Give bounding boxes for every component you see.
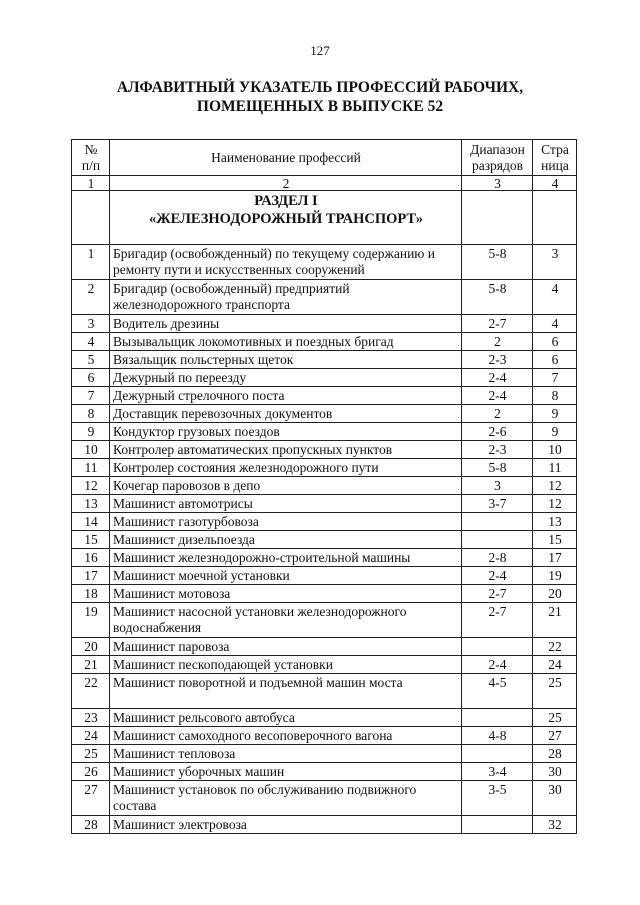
section-page-cell — [533, 191, 577, 245]
row-range: 2-4 — [462, 656, 533, 674]
row-range: 2-3 — [462, 441, 533, 459]
row-name: Бригадир (освобожденный) предприятий железнодорожного транспорта — [110, 280, 462, 315]
header-num — [72, 140, 110, 176]
row-num: 6 — [72, 369, 110, 387]
section-title-line-2: «ЖЕЛЕЗНОДОРОЖНЫЙ ТРАНСПОРТ» — [149, 211, 423, 227]
table-row — [72, 245, 577, 280]
table-row — [72, 763, 577, 781]
header-range-line-2: разрядов — [471, 158, 524, 173]
row-page: 6 — [533, 351, 577, 369]
table-row — [72, 549, 577, 567]
row-num: 8 — [72, 405, 110, 423]
column-index: 3 — [462, 176, 533, 191]
table-row — [72, 709, 577, 727]
row-name: Машинист самоходного весоповерочного вагона — [110, 727, 462, 745]
row-range: 4-8 — [462, 727, 533, 745]
row-name: Машинист насосной установки железнодорожного водоснабжения — [110, 603, 462, 638]
document-title-line-2: ПОМЕЩЕННЫХ В ВЫПУСКЕ 52 — [196, 98, 444, 115]
row-name: Машинист поворотной и подъемной машин моста — [110, 674, 462, 709]
table-row — [72, 405, 577, 423]
header-page-line-2: ница — [541, 158, 569, 173]
row-name: Машинист автомотрисы — [110, 495, 462, 513]
row-num: 2 — [72, 280, 110, 315]
table-row — [72, 638, 577, 656]
row-range: 5-8 — [462, 245, 533, 280]
row-range: 5-8 — [462, 280, 533, 315]
column-index-row — [72, 176, 577, 191]
row-name: Машинист мотовоза — [110, 585, 462, 603]
row-page: 4 — [533, 315, 577, 333]
row-num: 18 — [72, 585, 110, 603]
header-page — [533, 140, 577, 176]
row-num: 27 — [72, 781, 110, 816]
row-range: 2-7 — [462, 585, 533, 603]
row-page: 22 — [533, 638, 577, 656]
row-name: Машинист рельсового автобуса — [110, 709, 462, 727]
row-range — [462, 513, 533, 531]
row-range: 2-7 — [462, 315, 533, 333]
section-row — [72, 191, 577, 245]
table-row — [72, 585, 577, 603]
row-page: 15 — [533, 531, 577, 549]
column-index: 2 — [110, 176, 462, 191]
row-page: 25 — [533, 674, 577, 709]
table-row — [72, 387, 577, 405]
table-row — [72, 531, 577, 549]
row-name: Контролер состояния железнодорожного пути — [110, 459, 462, 477]
row-name: Машинист установок по обслуживанию подвижного состава — [110, 781, 462, 816]
table-row — [72, 727, 577, 745]
row-name: Кочегар паровозов в депо — [110, 477, 462, 495]
row-page: 10 — [533, 441, 577, 459]
table-row — [72, 674, 577, 709]
row-num: 4 — [72, 333, 110, 351]
table-row — [72, 369, 577, 387]
row-name: Машинист моечной установки — [110, 567, 462, 585]
page-number: 127 — [310, 43, 330, 58]
row-name: Вязальщик польстерных щеток — [110, 351, 462, 369]
row-page: 30 — [533, 781, 577, 816]
row-range: 3-4 — [462, 763, 533, 781]
column-index: 1 — [72, 176, 110, 191]
table-row — [72, 603, 577, 638]
row-num: 19 — [72, 603, 110, 638]
row-num: 20 — [72, 638, 110, 656]
table-row — [72, 513, 577, 531]
row-num: 25 — [72, 745, 110, 763]
row-page: 4 — [533, 280, 577, 315]
row-name: Машинист электровоза — [110, 816, 462, 834]
row-page: 12 — [533, 477, 577, 495]
row-range — [462, 709, 533, 727]
row-range: 2-4 — [462, 567, 533, 585]
row-num: 13 — [72, 495, 110, 513]
row-range — [462, 745, 533, 763]
table-row — [72, 656, 577, 674]
column-index: 4 — [533, 176, 577, 191]
row-num: 23 — [72, 709, 110, 727]
header-name: Наименование профессий — [110, 140, 462, 176]
row-page: 9 — [533, 405, 577, 423]
table-row — [72, 495, 577, 513]
table-row — [72, 459, 577, 477]
row-range: 2 — [462, 405, 533, 423]
row-page: 32 — [533, 816, 577, 834]
section-range-cell — [462, 191, 533, 245]
table-row — [72, 816, 577, 834]
row-page: 12 — [533, 495, 577, 513]
row-range: 2-6 — [462, 423, 533, 441]
row-page: 19 — [533, 567, 577, 585]
row-name: Дежурный по переезду — [110, 369, 462, 387]
row-page: 11 — [533, 459, 577, 477]
row-page: 3 — [533, 245, 577, 280]
row-name: Машинист газотурбовоза — [110, 513, 462, 531]
row-page: 24 — [533, 656, 577, 674]
row-range: 2-4 — [462, 387, 533, 405]
row-num: 15 — [72, 531, 110, 549]
row-page: 21 — [533, 603, 577, 638]
row-range — [462, 531, 533, 549]
row-name: Машинист паровоза — [110, 638, 462, 656]
row-page: 30 — [533, 763, 577, 781]
table-row — [72, 315, 577, 333]
table-row — [72, 567, 577, 585]
row-name: Водитель дрезины — [110, 315, 462, 333]
table-row — [72, 477, 577, 495]
row-num: 3 — [72, 315, 110, 333]
section-title-line-1: РАЗДЕЛ I — [254, 193, 318, 209]
row-num: 11 — [72, 459, 110, 477]
row-num: 5 — [72, 351, 110, 369]
header-range-line-1: Диапазон — [470, 142, 525, 157]
row-page: 13 — [533, 513, 577, 531]
document-title — [60, 78, 580, 116]
row-page: 27 — [533, 727, 577, 745]
row-num: 17 — [72, 567, 110, 585]
row-name: Контролер автоматических пропускных пунктов — [110, 441, 462, 459]
row-range: 2-7 — [462, 603, 533, 638]
section-title — [110, 191, 462, 245]
row-num: 22 — [72, 674, 110, 709]
table-row — [72, 333, 577, 351]
row-name: Вызывальщик локомотивных и поездных бригад — [110, 333, 462, 351]
row-num: 7 — [72, 387, 110, 405]
row-range — [462, 638, 533, 656]
row-page: 20 — [533, 585, 577, 603]
section-num-cell — [72, 191, 110, 245]
row-num: 16 — [72, 549, 110, 567]
document-title-line-1: АЛФАВИТНЫЙ УКАЗАТЕЛЬ ПРОФЕССИЙ РАБОЧИХ, — [116, 79, 524, 96]
row-num: 24 — [72, 727, 110, 745]
header-num-line-1: № — [84, 142, 98, 157]
row-page: 8 — [533, 387, 577, 405]
row-range: 2-8 — [462, 549, 533, 567]
table-header-row — [72, 140, 577, 176]
row-num: 26 — [72, 763, 110, 781]
row-name: Кондуктор грузовых поездов — [110, 423, 462, 441]
row-range: 3-7 — [462, 495, 533, 513]
table-row — [72, 745, 577, 763]
row-name: Машинист железнодорожно-строительной машины — [110, 549, 462, 567]
row-page: 28 — [533, 745, 577, 763]
row-range: 2 — [462, 333, 533, 351]
row-num: 1 — [72, 245, 110, 280]
row-name: Бригадир (освобожденный) по текущему содержанию и ремонту пути и искусственных сооружений — [110, 245, 462, 280]
row-num: 10 — [72, 441, 110, 459]
header-num-line-2: п/п — [81, 158, 101, 173]
row-name: Машинист уборочных машин — [110, 763, 462, 781]
row-num: 14 — [72, 513, 110, 531]
header-page-line-1: Стра — [541, 142, 569, 157]
row-range: 2-4 — [462, 369, 533, 387]
table-row — [72, 351, 577, 369]
row-page: 17 — [533, 549, 577, 567]
row-name: Дежурный стрелочного поста — [110, 387, 462, 405]
row-name: Доставщик перевозочных документов — [110, 405, 462, 423]
row-num: 21 — [72, 656, 110, 674]
row-page: 6 — [533, 333, 577, 351]
header-range — [462, 140, 533, 176]
row-name: Машинист дизельпоезда — [110, 531, 462, 549]
table-row — [72, 441, 577, 459]
row-page: 7 — [533, 369, 577, 387]
row-range: 3 — [462, 477, 533, 495]
row-range: 4-5 — [462, 674, 533, 709]
row-num: 28 — [72, 816, 110, 834]
table-row — [72, 280, 577, 315]
row-range: 2-3 — [462, 351, 533, 369]
row-page: 25 — [533, 709, 577, 727]
row-page: 9 — [533, 423, 577, 441]
row-name: Машинист пескоподающей установки — [110, 656, 462, 674]
professions-table — [71, 139, 577, 834]
row-range: 5-8 — [462, 459, 533, 477]
row-num: 12 — [72, 477, 110, 495]
row-range — [462, 816, 533, 834]
row-num: 9 — [72, 423, 110, 441]
table-row — [72, 781, 577, 816]
table-row — [72, 423, 577, 441]
row-range: 3-5 — [462, 781, 533, 816]
row-name: Машинист тепловоза — [110, 745, 462, 763]
